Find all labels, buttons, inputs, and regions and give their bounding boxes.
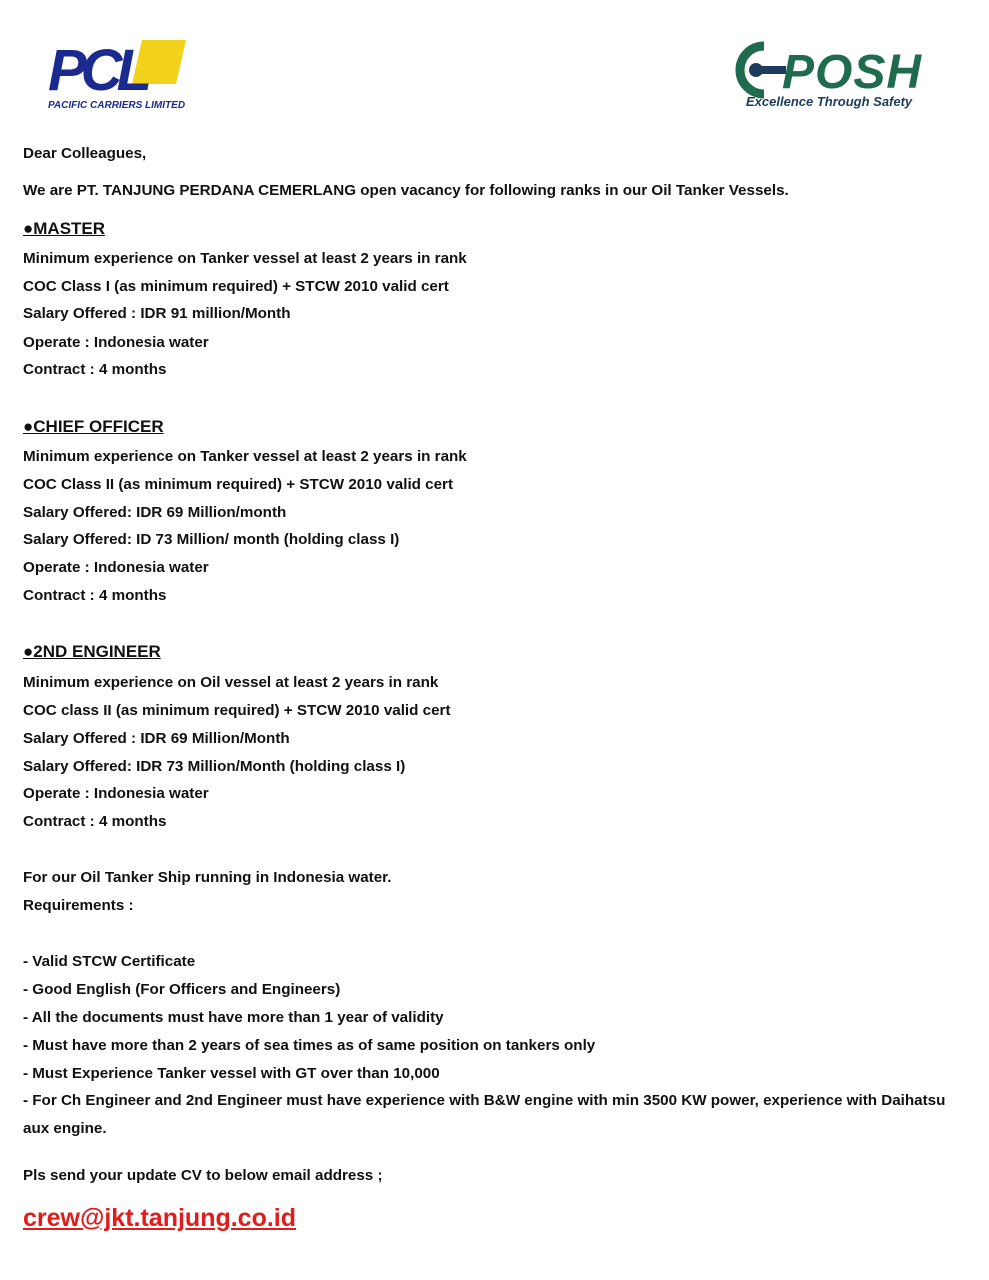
position-detail: Operate : Indonesia water: [23, 785, 209, 802]
requirement-item: - Must have more than 2 years of sea times as of same position on tankers only: [23, 1037, 596, 1054]
position-detail: Contract : 4 months: [23, 361, 167, 378]
greeting: Dear Colleagues,: [23, 145, 147, 162]
position-detail: Salary Offered: IDR 69 Million/month: [23, 504, 287, 521]
requirement-item: - Must Experience Tanker vessel with GT over than 10,000: [23, 1065, 440, 1082]
position-detail: Salary Offered : IDR 69 Million/Month: [23, 730, 290, 747]
position-detail: Operate : Indonesia water: [23, 559, 209, 576]
cta-text: Pls send your update CV to below email address ;: [23, 1167, 383, 1184]
position-detail: Minimum experience on Tanker vessel at least 2 years in rank: [23, 448, 467, 465]
requirement-item: - For Ch Engineer and 2nd Engineer must have experience with B&W engine with min 3500 KW power, experience with Daihatsu aux engine.: [23, 1092, 946, 1137]
position-detail: Contract : 4 months: [23, 813, 167, 830]
pcl-logo-mark: PCL: [48, 38, 146, 103]
position-title-master: ●MASTER: [23, 219, 106, 238]
position-detail: COC Class I (as minimum required) + STCW 2010 valid cert: [23, 278, 449, 295]
requirement-item: - All the documents must have more than 1 year of validity: [23, 1009, 444, 1026]
intro-text: We are PT. TANJUNG PERDANA CEMERLANG open vacancy for following ranks in our Oil Tanker Vessels.: [23, 182, 789, 199]
requirement-item: - Valid STCW Certificate: [23, 953, 196, 970]
position-detail: COC Class II (as minimum required) + STCW 2010 valid cert: [23, 476, 454, 493]
posh-logo: [734, 38, 966, 114]
position-detail: Operate : Indonesia water: [23, 334, 209, 351]
position-detail: Salary Offered : IDR 91 million/Month: [23, 305, 291, 322]
position-detail: Minimum experience on Oil vessel at least 2 years in rank: [23, 674, 439, 691]
position-detail: Salary Offered: IDR 73 Million/Month (holding class I): [23, 758, 406, 775]
pcl-logo: [44, 36, 194, 116]
position-detail: Minimum experience on Tanker vessel at least 2 years in rank: [23, 250, 467, 267]
requirement-item: - Good English (For Officers and Engineers): [23, 981, 341, 998]
pcl-logo-caption: PACIFIC CARRIERS LIMITED: [48, 100, 186, 111]
position-detail: Salary Offered: ID 73 Million/ month (holding class I): [23, 531, 400, 548]
requirements-label: Requirements :: [23, 897, 134, 914]
email-link[interactable]: crew@jkt.tanjung.co.id: [23, 1204, 297, 1232]
posh-logo-tagline: Excellence Through Safety: [746, 94, 913, 109]
position-detail: Contract : 4 months: [23, 587, 167, 604]
posh-logo-mark: POSH: [782, 46, 923, 99]
general-intro: For our Oil Tanker Ship running in Indonesia water.: [23, 869, 392, 886]
position-detail: COC class II (as minimum required) + STCW 2010 valid cert: [23, 702, 451, 719]
position-title-chief-officer: ●CHIEF OFFICER: [23, 417, 164, 436]
position-title-2nd-engineer: ●2ND ENGINEER: [23, 642, 161, 661]
